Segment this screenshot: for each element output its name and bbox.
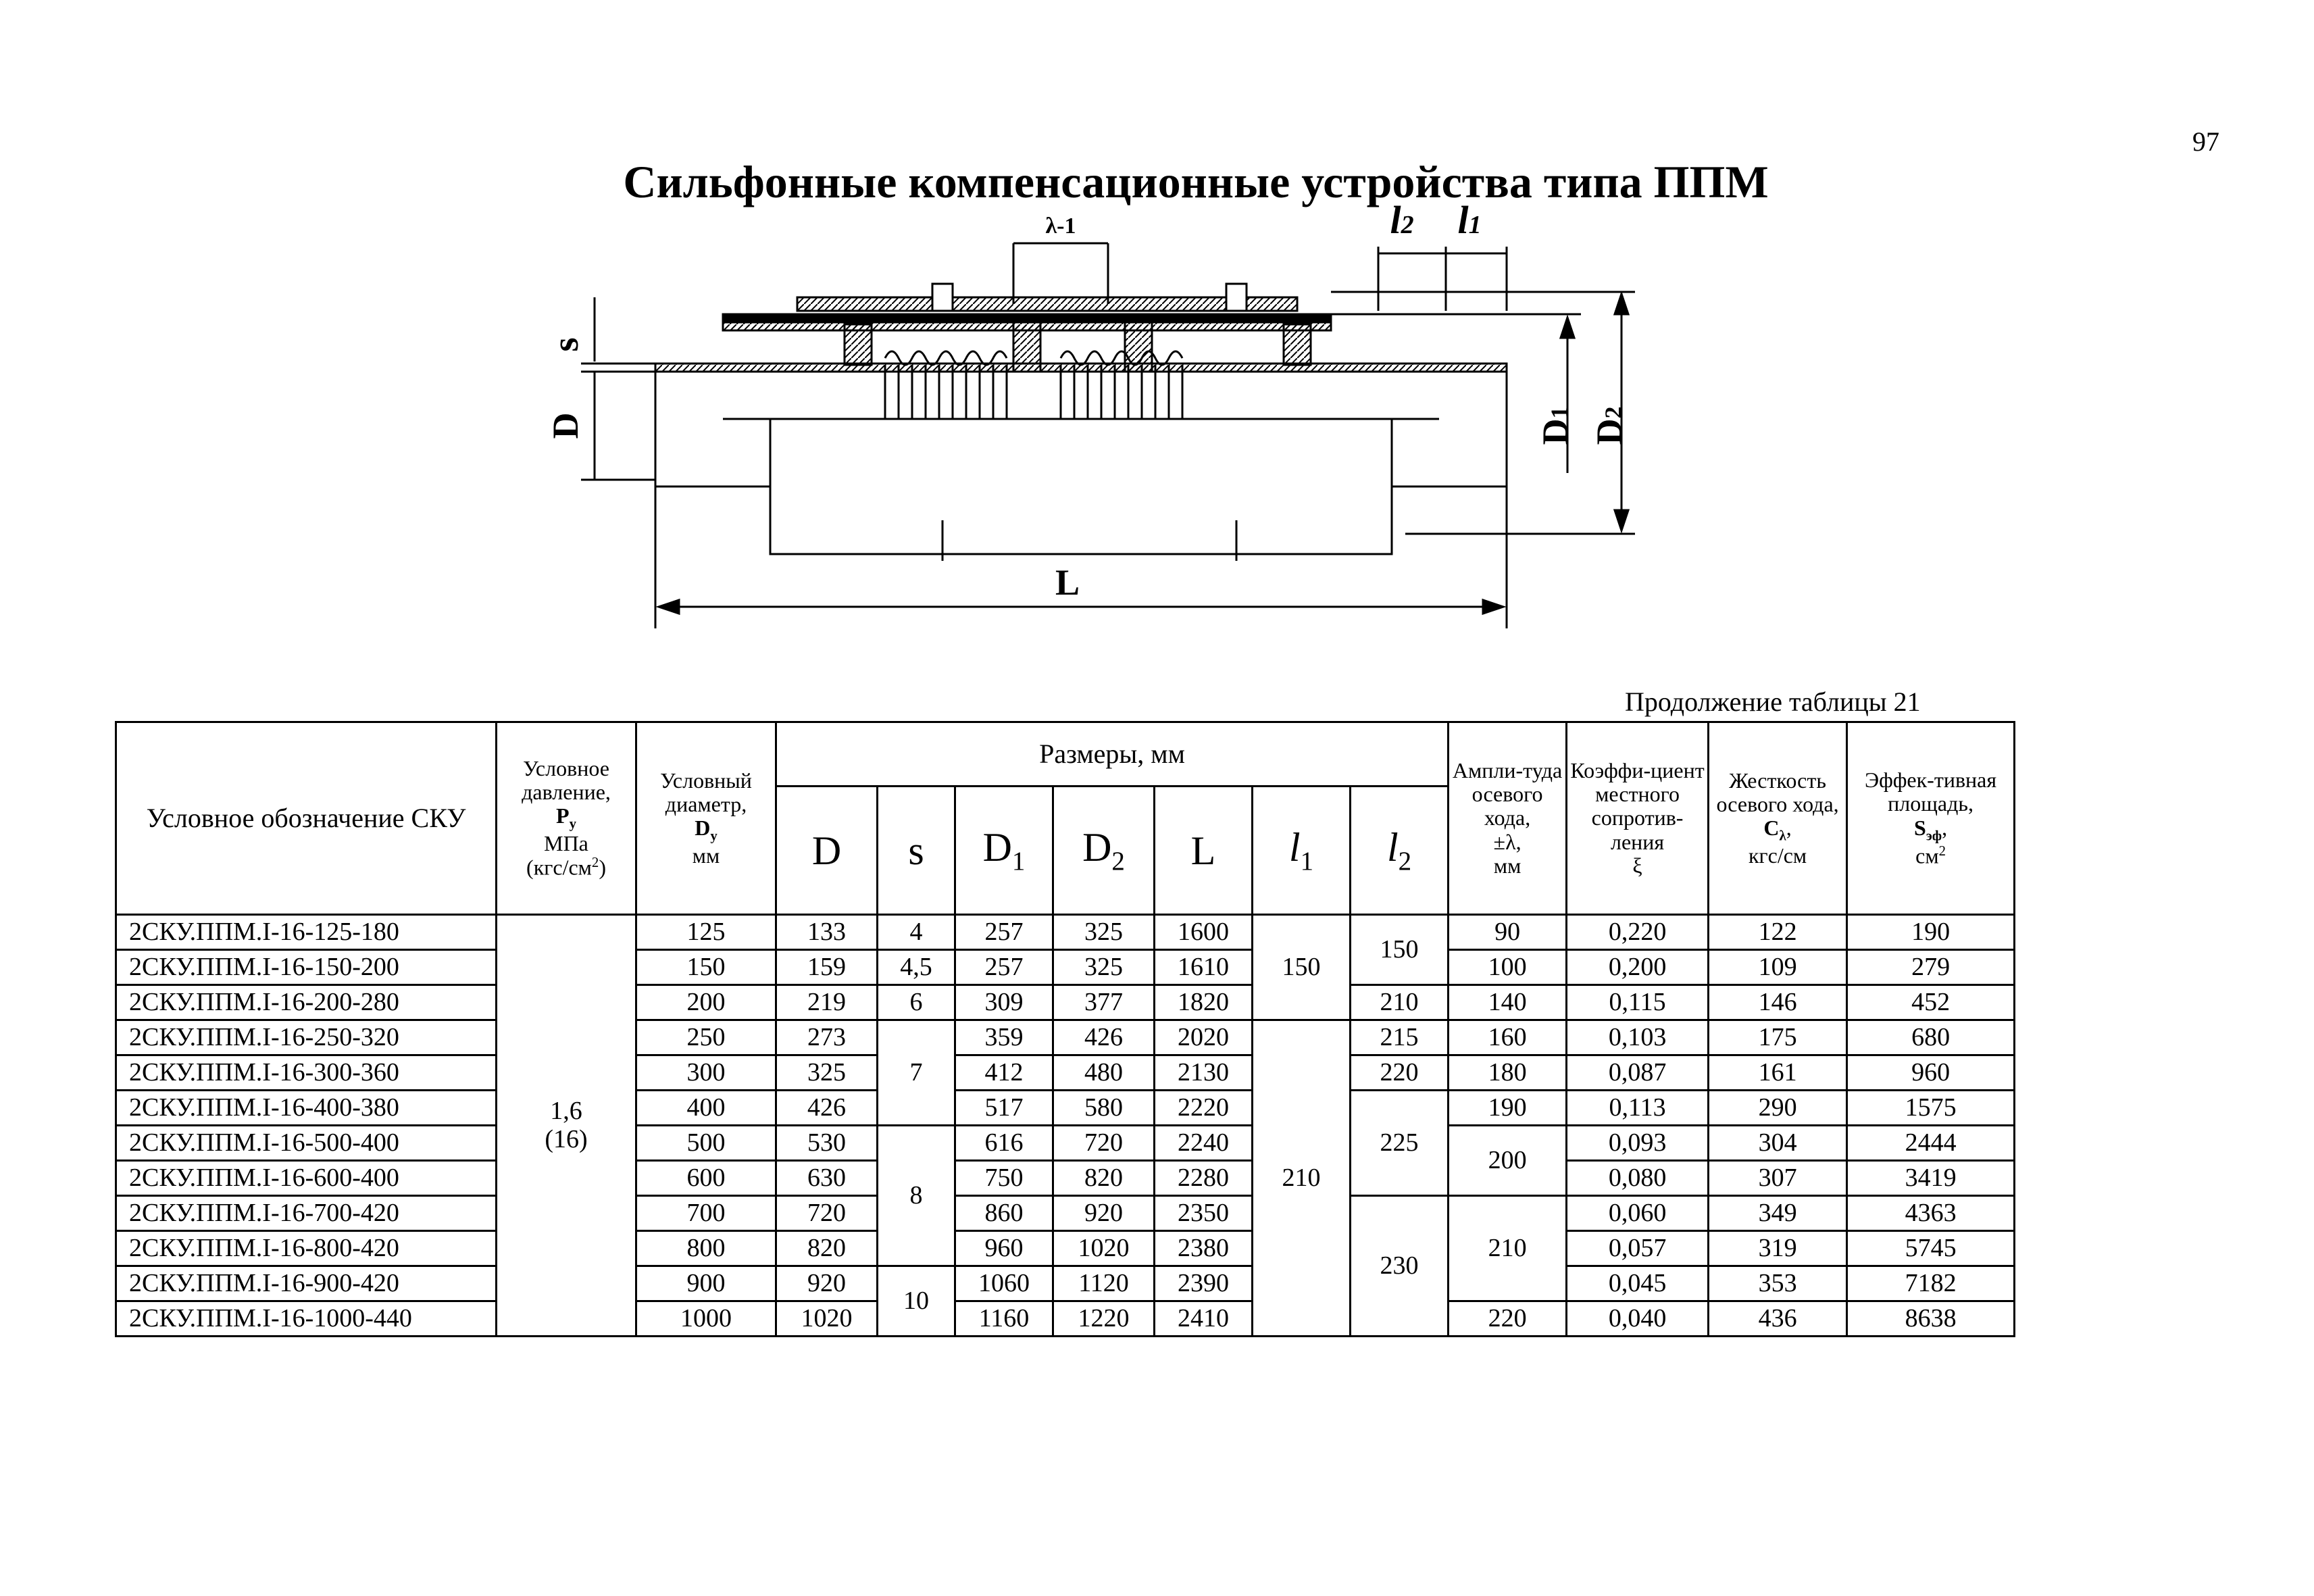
header-coefficient: Коэффи-циент местного сопротив-ления ξ (1567, 722, 1709, 915)
cell-D: 219 (776, 985, 878, 1020)
cell-D2: 377 (1053, 985, 1155, 1020)
cell-D2: 426 (1053, 1020, 1155, 1055)
header-sizes: Размеры, мм (776, 722, 1449, 787)
cell-D1: 517 (955, 1091, 1053, 1126)
cell-D1: 257 (955, 915, 1053, 950)
cell-dy: 300 (636, 1055, 776, 1091)
cell-s: 4 (878, 915, 955, 950)
cell-D1: 616 (955, 1126, 1053, 1161)
cell-D2: 325 (1053, 915, 1155, 950)
cell-dy: 200 (636, 985, 776, 1020)
cell-amplitude: 220 (1449, 1301, 1567, 1337)
cell-L: 2240 (1155, 1126, 1253, 1161)
cell-code: 2СКУ.ППМ.I-16-700-420 (116, 1196, 497, 1231)
table-row (116, 1231, 2015, 1266)
cell-code: 2СКУ.ППМ.I-16-250-320 (116, 1020, 497, 1055)
cell-xi: 0,087 (1567, 1055, 1709, 1091)
cell-stiffness: 319 (1709, 1231, 1847, 1266)
cell-D: 133 (776, 915, 878, 950)
cell-l2: 230 (1351, 1196, 1449, 1337)
header-col-D2: $D_2$ (1053, 787, 1155, 915)
cell-xi: 0,093 (1567, 1126, 1709, 1161)
cell-D: 273 (776, 1020, 878, 1055)
cell-l2: 220 (1351, 1055, 1449, 1091)
table-row (116, 1196, 2015, 1231)
cell-amplitude: 160 (1449, 1020, 1567, 1055)
cell-L: 2350 (1155, 1196, 1253, 1231)
cell-dy: 1000 (636, 1301, 776, 1337)
table-row (116, 1301, 2015, 1337)
page-number: 97 (2192, 126, 2219, 157)
cell-amplitude: 100 (1449, 950, 1567, 985)
cell-D1: 960 (955, 1231, 1053, 1266)
header-area: Эффек-тивная площадь, $S_{эф}$, $см^2$ (1847, 722, 2015, 915)
label-D: D (545, 412, 586, 439)
cell-dy: 400 (636, 1091, 776, 1126)
cell-s: 4,5 (878, 950, 955, 985)
cell-xi: 0,045 (1567, 1266, 1709, 1301)
cell-l2: 215 (1351, 1020, 1449, 1055)
cell-L: 1820 (1155, 985, 1253, 1020)
cell-dy: 900 (636, 1266, 776, 1301)
cell-l2: 210 (1351, 985, 1449, 1020)
cell-area: 8638 (1847, 1301, 2015, 1337)
table-row (116, 1020, 2015, 1055)
cell-amplitude: 200 (1449, 1126, 1567, 1196)
cell-l1: 210 (1253, 1020, 1351, 1337)
cell-code: 2СКУ.ППМ.I-16-200-280 (116, 985, 497, 1020)
cell-stiffness: 146 (1709, 985, 1847, 1020)
table-row (116, 1055, 2015, 1091)
cell-s: 7 (878, 1020, 955, 1126)
cell-xi: 0,080 (1567, 1161, 1709, 1196)
cell-area: 4363 (1847, 1196, 2015, 1231)
cell-dy: 150 (636, 950, 776, 985)
header-designation: Условное обозначение СКУ (116, 722, 497, 915)
label-L: L (1055, 562, 1080, 603)
header-pressure: Условное давление, $Р_у$ МПа $(кгс/см^2)$ (497, 722, 636, 915)
cell-xi: 0,060 (1567, 1196, 1709, 1231)
cell-stiffness: 290 (1709, 1091, 1847, 1126)
table-row (116, 915, 2015, 950)
table-row (116, 1091, 2015, 1126)
cell-area: 680 (1847, 1020, 2015, 1055)
cell-D2: 1120 (1053, 1266, 1155, 1301)
cell-dy: 500 (636, 1126, 776, 1161)
spec-table (115, 721, 2015, 1337)
cell-area: 2444 (1847, 1126, 2015, 1161)
label-lambda: λ-1 (1045, 214, 1076, 239)
cell-l2: 150 (1351, 915, 1449, 985)
cell-l2: 225 (1351, 1091, 1449, 1196)
header-col-D1: $D_1$ (955, 787, 1053, 915)
cell-code: 2СКУ.ППМ.I-16-500-400 (116, 1126, 497, 1161)
header-col-L: L (1155, 787, 1253, 915)
cell-amplitude: 210 (1449, 1196, 1567, 1301)
cell-code: 2СКУ.ППМ.I-16-150-200 (116, 950, 497, 985)
cell-D1: 750 (955, 1161, 1053, 1196)
cell-xi: 0,113 (1567, 1091, 1709, 1126)
header-col-D: D (776, 787, 878, 915)
cell-D1: 1160 (955, 1301, 1053, 1337)
page-title: Сильфонные компенсационные устройства типа ППМ (623, 156, 1769, 207)
cell-l1: 150 (1253, 915, 1351, 1020)
cell-D: 530 (776, 1126, 878, 1161)
cell-L: 2410 (1155, 1301, 1253, 1337)
cell-L: 2390 (1155, 1266, 1253, 1301)
label-l1: l1 (1457, 203, 1482, 242)
cell-area: 279 (1847, 950, 2015, 985)
cell-dy: 800 (636, 1231, 776, 1266)
cell-stiffness: 349 (1709, 1196, 1847, 1231)
cell-stiffness: 161 (1709, 1055, 1847, 1091)
cell-s: 10 (878, 1266, 955, 1337)
table-row (116, 985, 2015, 1020)
cell-pressure: 1,6 (16) (497, 915, 636, 1337)
cell-dy: 700 (636, 1196, 776, 1231)
cell-code: 2СКУ.ППМ.I-16-300-360 (116, 1055, 497, 1091)
label-D1: D1 (1535, 406, 1576, 445)
cell-D: 720 (776, 1196, 878, 1231)
cell-stiffness: 307 (1709, 1161, 1847, 1196)
cell-D1: 309 (955, 985, 1053, 1020)
cell-area: 7182 (1847, 1266, 2015, 1301)
cell-xi: 0,103 (1567, 1020, 1709, 1055)
cell-D: 1020 (776, 1301, 878, 1337)
label-s: s (545, 337, 586, 352)
cell-code: 2СКУ.ППМ.I-16-600-400 (116, 1161, 497, 1196)
cell-amplitude: 190 (1449, 1091, 1567, 1126)
cell-D2: 325 (1053, 950, 1155, 985)
table-continuation-note: Продолжение таблицы 21 (1625, 687, 1921, 717)
header-col-s: s (878, 787, 955, 915)
cell-D2: 480 (1053, 1055, 1155, 1091)
cell-L: 2130 (1155, 1055, 1253, 1091)
header-stiffness: Жесткость осевого хода, $С_\lambda$, кгс/см (1709, 722, 1847, 915)
cell-code: 2СКУ.ППМ.I-16-900-420 (116, 1266, 497, 1301)
compensator-drawing (527, 203, 1676, 635)
cell-D2: 820 (1053, 1161, 1155, 1196)
cell-code: 2СКУ.ППМ.I-16-1000-440 (116, 1301, 497, 1337)
table-row (116, 1266, 2015, 1301)
cell-area: 5745 (1847, 1231, 2015, 1266)
cell-area: 960 (1847, 1055, 2015, 1091)
cell-xi: 0,220 (1567, 915, 1709, 950)
cell-amplitude: 180 (1449, 1055, 1567, 1091)
cell-D: 325 (776, 1055, 878, 1091)
header-diameter: Условный диаметр, $D_у$ мм (636, 722, 776, 915)
cell-L: 2020 (1155, 1020, 1253, 1055)
header-amplitude: Ампли-туда осевого хода, ±λ, мм (1449, 722, 1567, 915)
cell-dy: 600 (636, 1161, 776, 1196)
cell-stiffness: 436 (1709, 1301, 1847, 1337)
cell-D: 426 (776, 1091, 878, 1126)
cell-stiffness: 353 (1709, 1266, 1847, 1301)
cell-L: 2380 (1155, 1231, 1253, 1266)
cell-D1: 412 (955, 1055, 1053, 1091)
cell-area: 190 (1847, 915, 2015, 950)
header-col-l2: $l_2$ (1351, 787, 1449, 915)
cell-s: 8 (878, 1126, 955, 1266)
cell-L: 2220 (1155, 1091, 1253, 1126)
cell-stiffness: 304 (1709, 1126, 1847, 1161)
cell-D1: 257 (955, 950, 1053, 985)
cell-L: 1610 (1155, 950, 1253, 985)
cell-D2: 920 (1053, 1196, 1155, 1231)
cell-xi: 0,200 (1567, 950, 1709, 985)
cell-amplitude: 90 (1449, 915, 1567, 950)
table-row (116, 950, 2015, 985)
cell-D2: 580 (1053, 1091, 1155, 1126)
cell-code: 2СКУ.ППМ.I-16-125-180 (116, 915, 497, 950)
cell-xi: 0,115 (1567, 985, 1709, 1020)
table-row (116, 1126, 2015, 1161)
cell-xi: 0,040 (1567, 1301, 1709, 1337)
cell-s: 6 (878, 985, 955, 1020)
header-col-l1: $l_1$ (1253, 787, 1351, 915)
cell-D: 630 (776, 1161, 878, 1196)
cell-D: 159 (776, 950, 878, 985)
cell-D1: 860 (955, 1196, 1053, 1231)
cell-xi: 0,057 (1567, 1231, 1709, 1266)
cell-D: 820 (776, 1231, 878, 1266)
cell-L: 1600 (1155, 915, 1253, 950)
cell-code: 2СКУ.ППМ.I-16-400-380 (116, 1091, 497, 1126)
cell-stiffness: 122 (1709, 915, 1847, 950)
table-row (116, 1161, 2015, 1196)
cell-area: 3419 (1847, 1161, 2015, 1196)
cell-D1: 359 (955, 1020, 1053, 1055)
cell-dy: 250 (636, 1020, 776, 1055)
cell-D2: 1220 (1053, 1301, 1155, 1337)
cell-area: 452 (1847, 985, 2015, 1020)
cell-D1: 1060 (955, 1266, 1053, 1301)
cell-area: 1575 (1847, 1091, 2015, 1126)
cell-stiffness: 175 (1709, 1020, 1847, 1055)
cell-stiffness: 109 (1709, 950, 1847, 985)
label-l2: l2 (1390, 203, 1414, 242)
cell-D: 920 (776, 1266, 878, 1301)
cell-amplitude: 140 (1449, 985, 1567, 1020)
cell-dy: 125 (636, 915, 776, 950)
label-D2: D2 (1589, 406, 1630, 445)
cell-code: 2СКУ.ППМ.I-16-800-420 (116, 1231, 497, 1266)
cell-D2: 1020 (1053, 1231, 1155, 1266)
cell-L: 2280 (1155, 1161, 1253, 1196)
cell-D2: 720 (1053, 1126, 1155, 1161)
